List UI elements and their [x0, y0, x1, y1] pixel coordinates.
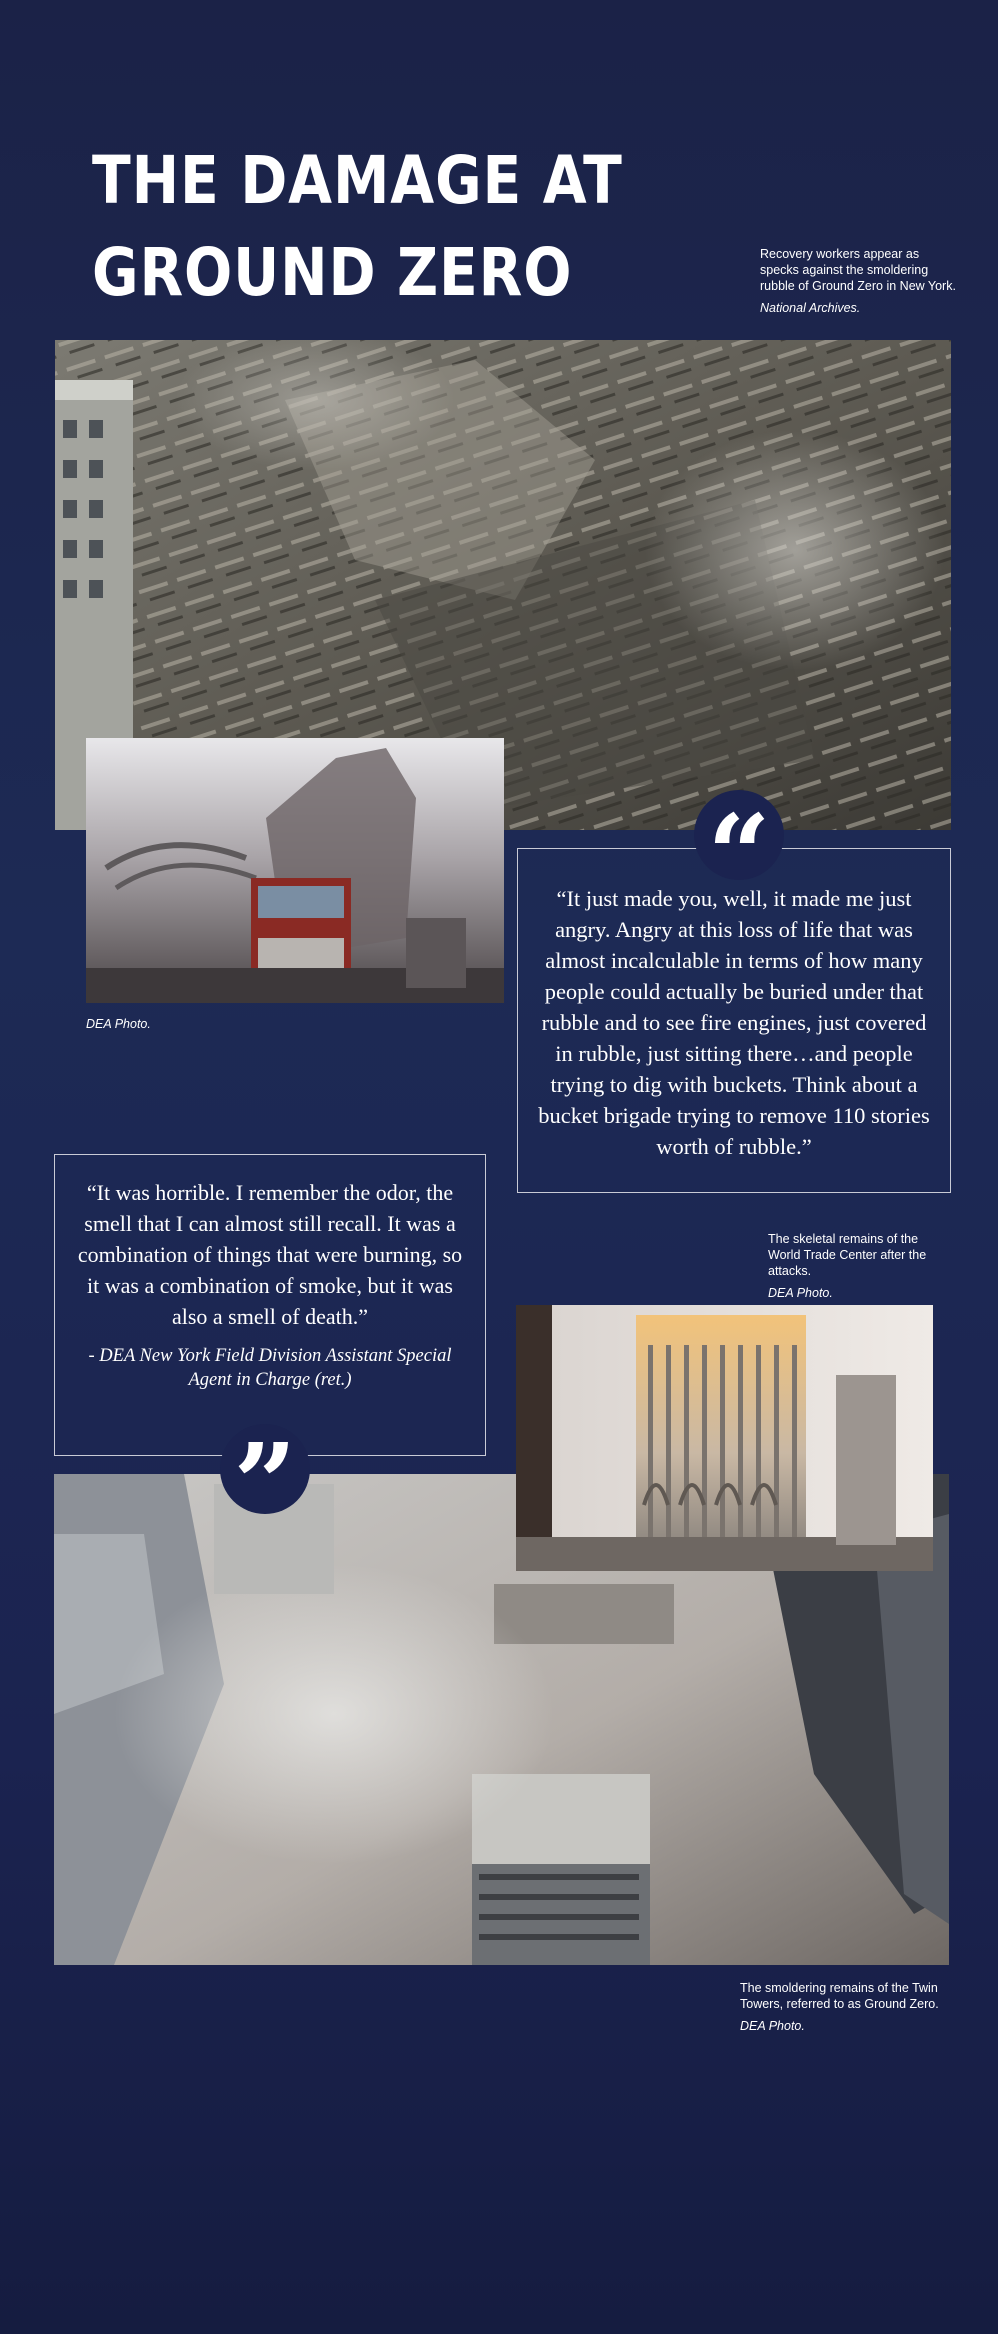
quote-right-text: “It just made you, well, it made me just angry. Angry at this loss of life that was almost incalculable in terms of how many people could actually be buried under that rubble and to see fire engines, just covered in rubble, just sitting there…and people trying to dig with buckets. Think about a bucket brigade trying to remove 110 stories worth of rubble.” [538, 886, 930, 1159]
skeleton-caption-text: The skeletal remains of the World Trade Center after the attacks. [768, 1232, 927, 1278]
aerial-credit: DEA Photo. [740, 2019, 805, 2033]
skeleton-photo [516, 1305, 933, 1571]
top-photo-credit: National Archives. [760, 301, 861, 315]
top-photo-caption [760, 246, 960, 316]
quote-left-attribution: - DEA New York Field Division Assistant Special Agent in Charge (ret.) [88, 1346, 452, 1390]
title-line-2: GROUND ZERO [92, 234, 573, 311]
page-title [92, 135, 623, 319]
fire-engine-photo [86, 738, 504, 1003]
quote-box-left [54, 1154, 486, 1456]
fire-engine-credit: DEA Photo. [86, 1017, 151, 1031]
title-line-1: THE DAMAGE AT [92, 142, 623, 219]
aerial-caption-text: The smoldering remains of the Twin Towers, referred to as Ground Zero. [740, 1981, 939, 2011]
quote-left-text: “It was horrible. I remember the odor, the smell that I can almost still recall. It was a combination of things that were burning, so it was a combination of smoke, but it was also a smell of death.” [77, 1180, 463, 1329]
close-quote-icon: ” [220, 1424, 310, 1514]
fire-engine-caption [86, 1016, 151, 1032]
aerial-photo-caption [740, 1980, 955, 2034]
top-photo-caption-text: Recovery workers appear as specks against the smoldering rubble of Ground Zero in New York. [760, 247, 956, 293]
open-quote-icon: “ [694, 790, 784, 880]
skeleton-credit: DEA Photo. [768, 1286, 833, 1300]
quote-box-right [517, 848, 951, 1193]
skeleton-photo-caption [768, 1231, 948, 1301]
